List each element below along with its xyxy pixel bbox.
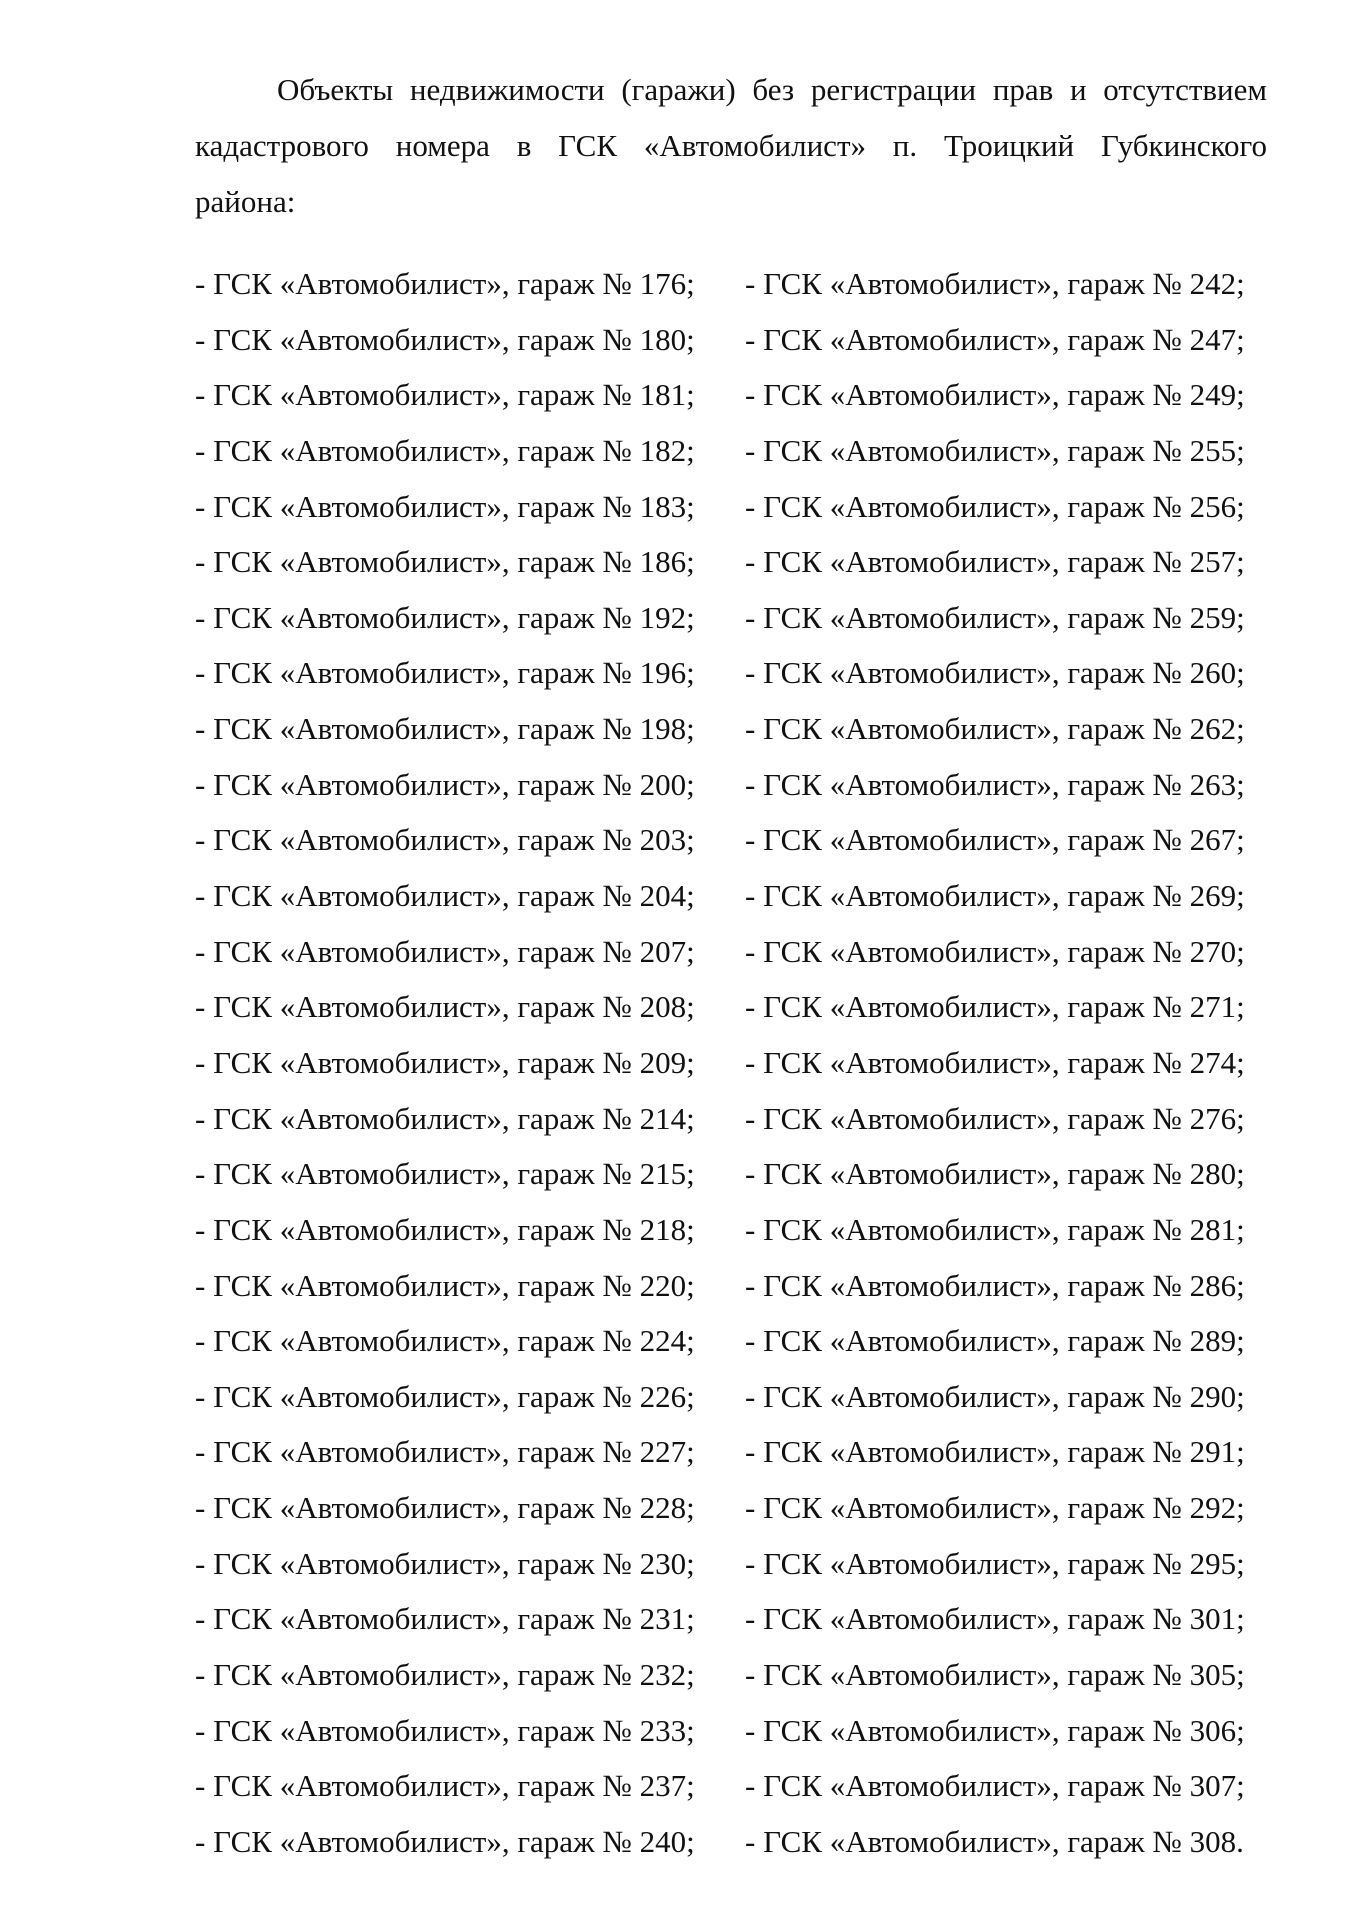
garage-list-item: - ГСК «Автомобилист», гараж № 220; [195, 1267, 695, 1303]
garage-list-item: - ГСК «Автомобилист», гараж № 269; [745, 878, 1245, 914]
garage-list-item: - ГСК «Автомобилист», гараж № 232; [195, 1657, 695, 1693]
garage-list-item: - ГСК «Автомобилист», гараж № 262; [745, 711, 1245, 747]
garage-list-item: - ГСК «Автомобилист», гараж № 301; [745, 1601, 1245, 1637]
garage-list-item: - ГСК «Автомобилист», гараж № 218; [195, 1211, 695, 1247]
garage-list-item: - ГСК «Автомобилист», гараж № 200; [195, 766, 695, 802]
garage-list-item: - ГСК «Автомобилист», гараж № 182; [195, 432, 695, 468]
garage-list-item: - ГСК «Автомобилист», гараж № 192; [195, 599, 695, 635]
garage-list-item: - ГСК «Автомобилист», гараж № 208; [195, 989, 695, 1025]
garage-list-item: - ГСК «Автомобилист», гараж № 295; [745, 1545, 1245, 1581]
garage-list-item: - ГСК «Автомобилист», гараж № 267; [745, 822, 1245, 858]
garage-list-item: - ГСК «Автомобилист», гараж № 204; [195, 878, 695, 914]
garage-list-item: - ГСК «Автомобилист», гараж № 224; [195, 1323, 695, 1359]
garage-list-right [745, 266, 1245, 1880]
garage-list-item: - ГСК «Автомобилист», гараж № 280; [745, 1156, 1245, 1192]
garage-list-item: - ГСК «Автомобилист», гараж № 305; [745, 1657, 1245, 1693]
intro-paragraph [195, 62, 1267, 174]
garage-list-item: - ГСК «Автомобилист», гараж № 306; [745, 1712, 1245, 1748]
garage-list-item: - ГСК «Автомобилист», гараж № 274; [745, 1044, 1245, 1080]
garage-list-item: - ГСК «Автомобилист», гараж № 289; [745, 1323, 1245, 1359]
garage-list-item: - ГСК «Автомобилист», гараж № 230; [195, 1545, 695, 1581]
garage-list-item: - ГСК «Автомобилист», гараж № 240; [195, 1823, 695, 1859]
garage-list-item: - ГСК «Автомобилист», гараж № 291; [745, 1434, 1245, 1470]
garage-list-item: - ГСК «Автомобилист», гараж № 271; [745, 989, 1245, 1025]
garage-list-item: - ГСК «Автомобилист», гараж № 290; [745, 1378, 1245, 1414]
garage-list-item: - ГСК «Автомобилист», гараж № 307; [745, 1768, 1245, 1804]
garage-list-item: - ГСК «Автомобилист», гараж № 228; [195, 1490, 695, 1526]
garage-list-item: - ГСК «Автомобилист», гараж № 281; [745, 1211, 1245, 1247]
garage-list-item: - ГСК «Автомобилист», гараж № 176; [195, 266, 695, 301]
garage-list-item: - ГСК «Автомобилист», гараж № 257; [745, 544, 1245, 580]
garage-list-item: - ГСК «Автомобилист», гараж № 260; [745, 655, 1245, 691]
garage-list-item: - ГСК «Автомобилист», гараж № 226; [195, 1378, 695, 1414]
garage-list-item: - ГСК «Автомобилист», гараж № 270; [745, 933, 1245, 969]
garage-list-item: - ГСК «Автомобилист», гараж № 276; [745, 1100, 1245, 1136]
garage-list-item: - ГСК «Автомобилист», гараж № 242; [745, 266, 1245, 301]
garage-list-item: - ГСК «Автомобилист», гараж № 196; [195, 655, 695, 691]
garage-list-item: - ГСК «Автомобилист», гараж № 259; [745, 599, 1245, 635]
garage-list-item: - ГСК «Автомобилист», гараж № 249; [745, 377, 1245, 413]
garage-list-item: - ГСК «Автомобилист», гараж № 203; [195, 822, 695, 858]
intro-text: Объекты недвижимости (гаражи) без регистрации прав и отсутствием кадастрового номера в ГСК «Автомобилист» п. Троицкий Губкинского [195, 72, 1267, 163]
garage-list-item: - ГСК «Автомобилист», гараж № 183; [195, 488, 695, 524]
garage-list-item: - ГСК «Автомобилист», гараж № 227; [195, 1434, 695, 1470]
garage-list-item: - ГСК «Автомобилист», гараж № 237; [195, 1768, 695, 1804]
garage-list-item: - ГСК «Автомобилист», гараж № 233; [195, 1712, 695, 1748]
garage-list-item: - ГСК «Автомобилист», гараж № 292; [745, 1490, 1245, 1526]
garage-list-item: - ГСК «Автомобилист», гараж № 263; [745, 766, 1245, 802]
garage-list-item: - ГСК «Автомобилист», гараж № 255; [745, 432, 1245, 468]
garage-list-left [195, 266, 695, 1880]
garage-list-item: - ГСК «Автомобилист», гараж № 181; [195, 377, 695, 413]
garage-list-item: - ГСК «Автомобилист», гараж № 247; [745, 321, 1245, 357]
garage-list-item: - ГСК «Автомобилист», гараж № 207; [195, 933, 695, 969]
garage-list-item: - ГСК «Автомобилист», гараж № 286; [745, 1267, 1245, 1303]
garage-list-item: - ГСК «Автомобилист», гараж № 256; [745, 488, 1245, 524]
garage-list-item: - ГСК «Автомобилист», гараж № 209; [195, 1044, 695, 1080]
intro-paragraph-last-line: района: [195, 184, 296, 219]
garage-list-item: - ГСК «Автомобилист», гараж № 231; [195, 1601, 695, 1637]
garage-list-item: - ГСК «Автомобилист», гараж № 180; [195, 321, 695, 357]
garage-list-item: - ГСК «Автомобилист», гараж № 214; [195, 1100, 695, 1136]
garage-list-item: - ГСК «Автомобилист», гараж № 198; [195, 711, 695, 747]
garage-list-item: - ГСК «Автомобилист», гараж № 186; [195, 544, 695, 580]
garage-list-item: - ГСК «Автомобилист», гараж № 215; [195, 1156, 695, 1192]
garage-list-item: - ГСК «Автомобилист», гараж № 308. [745, 1823, 1244, 1859]
